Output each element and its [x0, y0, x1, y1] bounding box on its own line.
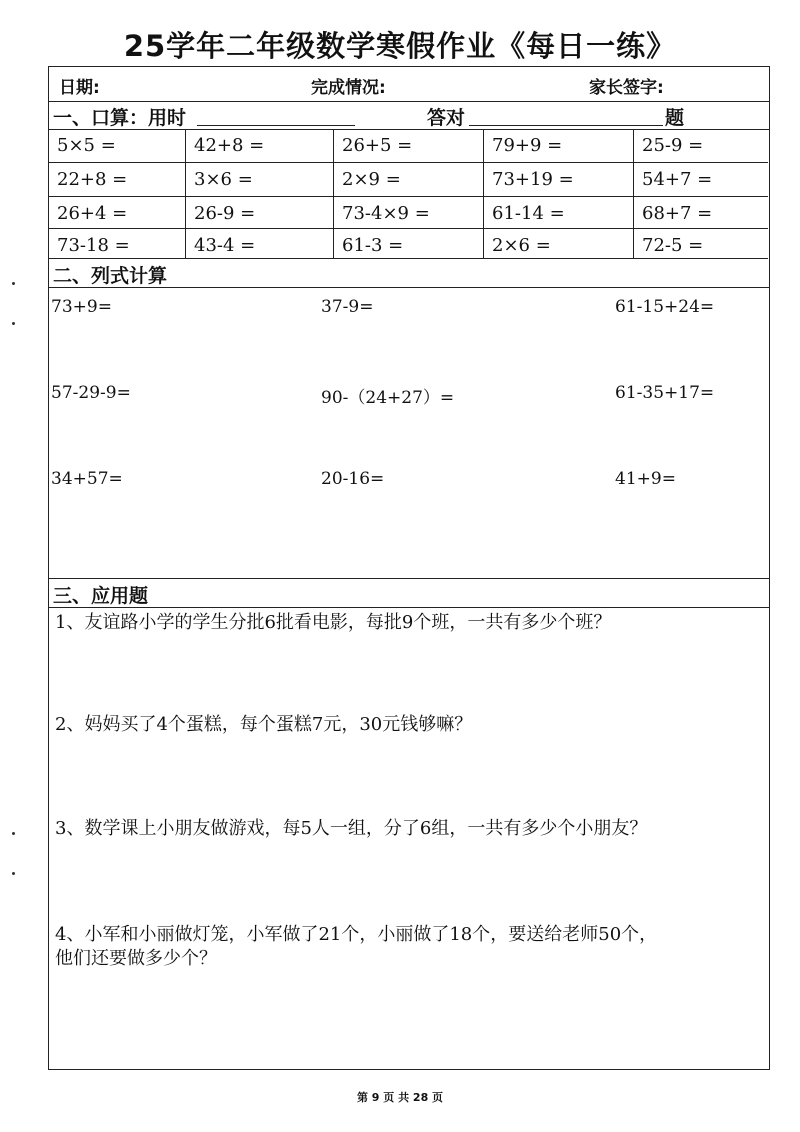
- worksheet: [48, 66, 770, 1070]
- grid-cell: 72-5 =: [634, 229, 768, 259]
- grid-cell: 3×6 =: [186, 163, 334, 197]
- scan-dot: [12, 872, 15, 875]
- grid-cell: 25-9 =: [634, 129, 768, 163]
- time-blank[interactable]: [197, 125, 355, 126]
- word-problem-1: 1、友谊路小学的学生分批6批看电影，每批9个班，一共有多少个班？: [55, 612, 612, 633]
- section2-heading: 二、列式计算: [53, 265, 168, 287]
- grid-cell: 26-9 =: [186, 197, 334, 229]
- calc-item: 61-15+24=: [615, 297, 715, 317]
- parent-signature-label: 家长签字:: [589, 78, 664, 98]
- word-problem-2: 2、妈妈买了4个蛋糕，每个蛋糕7元，30元钱够嘛？: [55, 714, 473, 735]
- mental-math-grid: [49, 129, 769, 321]
- grid-cell: 54+7 =: [634, 163, 768, 197]
- grid-cell: 73+19 =: [484, 163, 634, 197]
- grid-cell: 79+9 =: [484, 129, 634, 163]
- section3-header: [49, 578, 769, 608]
- grid-cell: 2×6 =: [484, 229, 634, 259]
- calc-item: 73+9=: [51, 297, 112, 317]
- date-label: 日期:: [59, 78, 100, 98]
- section1-header: [49, 101, 769, 130]
- page-title: 25学年二年级数学寒假作业《每日一练》: [123, 29, 677, 63]
- calc-item: 57-29-9=: [51, 383, 131, 403]
- grid-cell: 26+4 =: [49, 197, 186, 229]
- correct-label: 答对: [427, 107, 466, 129]
- calc-item: 41+9=: [615, 469, 676, 489]
- calc-item: 37-9=: [321, 297, 374, 317]
- word-problem-3: 3、数学课上小朋友做游戏，每5人一组，分了6组，一共有多少个小朋友？: [55, 818, 648, 839]
- scan-dot: [12, 282, 15, 285]
- section2-header: [49, 259, 769, 288]
- grid-cell: 73-4×9 =: [334, 197, 484, 229]
- question-unit: 题: [665, 107, 685, 129]
- section3-heading: 三、应用题: [53, 585, 149, 607]
- calc-item: 34+57=: [51, 469, 123, 489]
- calc-item: 20-16=: [321, 469, 385, 489]
- grid-cell: 22+8 =: [49, 163, 186, 197]
- grid-cell: 43-4 =: [186, 229, 334, 259]
- calc-item: 90-（24+27）=: [321, 388, 455, 408]
- grid-cell: 26+5 =: [334, 129, 484, 163]
- word-problem-4-cont: 他们还要做多少个？: [55, 948, 217, 969]
- grid-cell: 61-14 =: [484, 197, 634, 229]
- grid-cell: 5×5 =: [49, 129, 186, 163]
- completion-label: 完成情况:: [311, 78, 386, 98]
- correct-blank[interactable]: [469, 125, 663, 126]
- scan-dot: [12, 322, 15, 325]
- grid-cell: 73-18 =: [49, 229, 186, 259]
- grid-cell: 42+8 =: [186, 129, 334, 163]
- grid-cell: 2×9 =: [334, 163, 484, 197]
- word-problem-4: 4、小军和小丽做灯笼，小军做了21个，小丽做了18个，要送给老师50个，: [55, 924, 658, 945]
- scan-dot: [12, 832, 15, 835]
- info-row: [49, 67, 769, 102]
- section1-heading: 一、口算：用时: [53, 107, 187, 129]
- grid-cell: 68+7 =: [634, 197, 768, 229]
- grid-cell: 61-3 =: [334, 229, 484, 259]
- calc-item: 61-35+17=: [615, 383, 715, 403]
- page-footer: 第 9 页 共 28 页: [356, 1091, 444, 1104]
